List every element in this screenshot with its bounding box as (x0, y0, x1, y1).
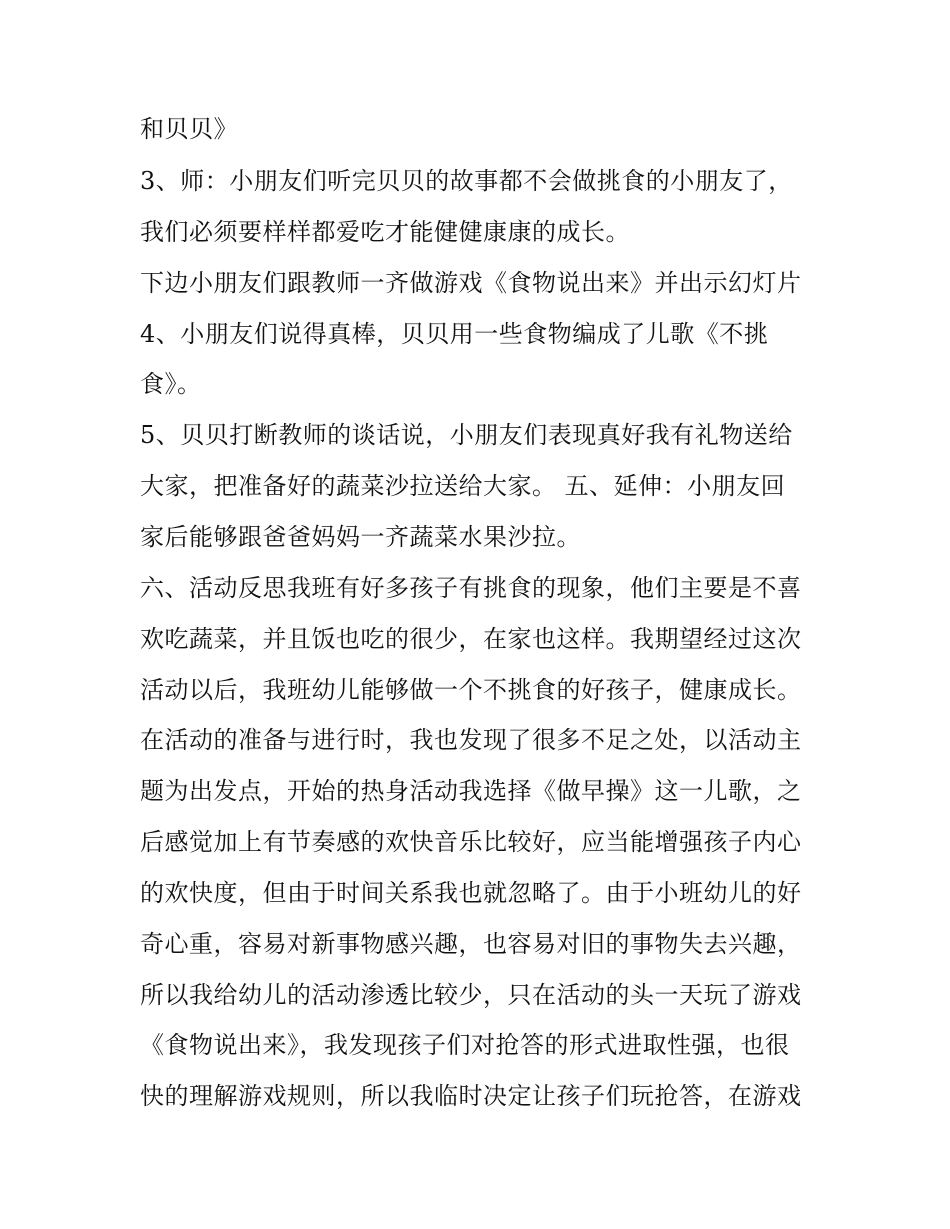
text-line: 奇心重，容易对新事物感兴趣，也容易对旧的事物失去兴趣， (140, 930, 802, 958)
text-line: 我们必须要样样都爱吃才能健健康康的成长。 (140, 218, 630, 246)
text-line: 活动以后，我班幼儿能够做一个不挑食的好孩子，健康成长。 (140, 676, 802, 704)
text-line: 的欢快度，但由于时间关系我也就忽略了。由于小班幼儿的好 (140, 879, 802, 907)
text-line: 4、小朋友们说得真棒，贝贝用一些食物编成了儿歌《不挑 (140, 320, 769, 348)
text-line: 欢吃蔬菜，并且饭也吃的很少，在家也这样。我期望经过这次 (140, 625, 802, 653)
text-line: 家后能够跟爸爸妈妈一齐蔬菜水果沙拉。 (140, 523, 581, 551)
text-line: 六、活动反思我班有好多孩子有挑食的现象，他们主要是不喜 (140, 574, 802, 602)
text-line: 大家，把准备好的蔬菜沙拉送给大家。 五、延伸：小朋友回 (140, 472, 786, 500)
text-line: 5、贝贝打断教师的谈话说，小朋友们表现真好我有礼物送给 (140, 421, 793, 449)
text-line: 题为出发点，开始的热身活动我选择《做早操》这一儿歌，之 (140, 777, 802, 805)
text-line: 在活动的准备与进行时，我也发现了很多不足之处，以活动主 (140, 726, 802, 754)
text-line: 所以我给幼儿的活动渗透比较少，只在活动的头一天玩了游戏 (140, 981, 802, 1009)
text-line: 后感觉加上有节奏感的欢快音乐比较好，应当能增强孩子内心 (140, 828, 802, 856)
text-line: 3、师：小朋友们听完贝贝的故事都不会做挑食的小朋友了， (140, 167, 793, 195)
text-line: 和贝贝》 (140, 115, 238, 143)
text-line: 下边小朋友们跟教师一齐做游戏《食物说出来》并出示幻灯片 (140, 269, 802, 297)
text-line: 食》。 (140, 370, 202, 398)
text-line: 快的理解游戏规则，所以我临时决定让孩子们玩抢答，在游戏 (140, 1082, 802, 1110)
text-line: 《食物说出来》，我发现孩子们对抢答的形式进取性强，也很 (140, 1031, 790, 1059)
